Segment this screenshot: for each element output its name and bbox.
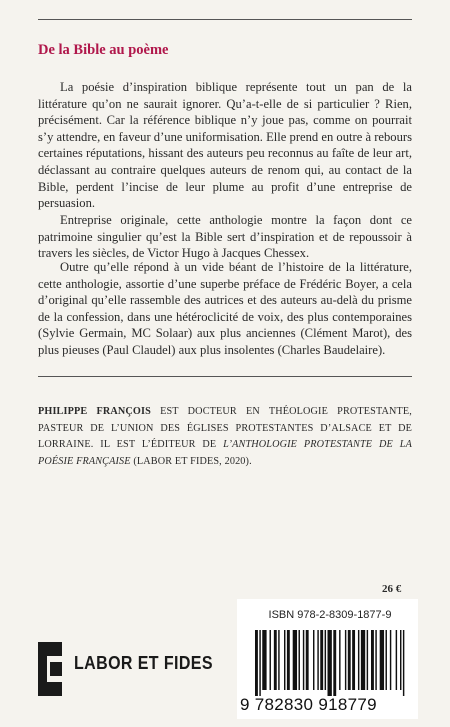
publisher-logo-icon <box>38 642 62 696</box>
isbn-label: ISBN 978-2-8309-1877-9 <box>268 609 392 621</box>
paragraph-1 <box>38 79 412 212</box>
publisher-name: LABOR ET FIDES <box>74 654 213 674</box>
author-name: PHILIPPE FRANÇOIS <box>38 406 151 417</box>
author-bio <box>38 404 412 470</box>
author-bio-text-1: EST DOCTEUR EN THÉOLOGIE PROTESTANTE, PASTEUR DE L’UNION DES ÉGLISES PROTESTANTES D’ALSACE ET DE LORRAINE. IL EST L’ÉDITEUR DE <box>38 406 413 450</box>
author-bio-text-2: (LABOR ET FIDES, 2020). <box>130 455 252 467</box>
paragraph-3-text: Outre qu’elle répond à un vide béant de l’histoire de la littérature, cette anthologie, assortie d’une superbe préface de Frédéric Boyer, a cela d’original qu’elle rassemble des autrices et des auteurs au-delà du prisme de la confession, dans une hétéroclicité de voix, des plus contemporaines (Sylvie Germain, MC Solaar) aux plus anciennes (Clément Marot), des plus pieuses (Paul Claudel) aux plus insolentes (Charles Baudelaire). <box>38 260 412 357</box>
barcode-digits: 9 782830 918779 <box>240 695 377 714</box>
anthology-title: L’ANTHOLOGIE PROTESTANTE DE LA POÉSIE FRANÇAISE <box>38 439 412 467</box>
section-heading: De la Bible au poème <box>38 42 169 58</box>
paragraph-3 <box>38 259 412 359</box>
top-rule <box>38 19 412 20</box>
paragraph-1-text: La poésie d’inspiration biblique représente tout un pan de la littérature qu’on ne saurait ignorer. Qu’a-t-elle de si particulier ? Rien, précisément. Car la référence biblique n’y joue pas, comme on pourrait s’y attendre, en faveur d’une uniformisation. Elle prend en outre à rebours certaines réputations, hissant des auteurs peu reconnus au faîte de leur art, déclassant au contraire quelques auteurs de renom qui, au contact de la Bible, perdent l’incise de leur plume au profit d’une entreprise de persuasion. <box>38 80 412 211</box>
paragraph-2-text: Entreprise originale, cette anthologie montre la façon dont ce patrimoine singulier qu’est la Bible sert d’inspiration et de repoussoir à travers les siècles, de Victor Hugo à Jacques Chessex. <box>38 213 412 261</box>
barcode-icon <box>247 630 411 696</box>
middle-rule <box>38 376 412 377</box>
paragraph-2 <box>38 212 412 262</box>
price-label: 26 € <box>382 583 402 595</box>
